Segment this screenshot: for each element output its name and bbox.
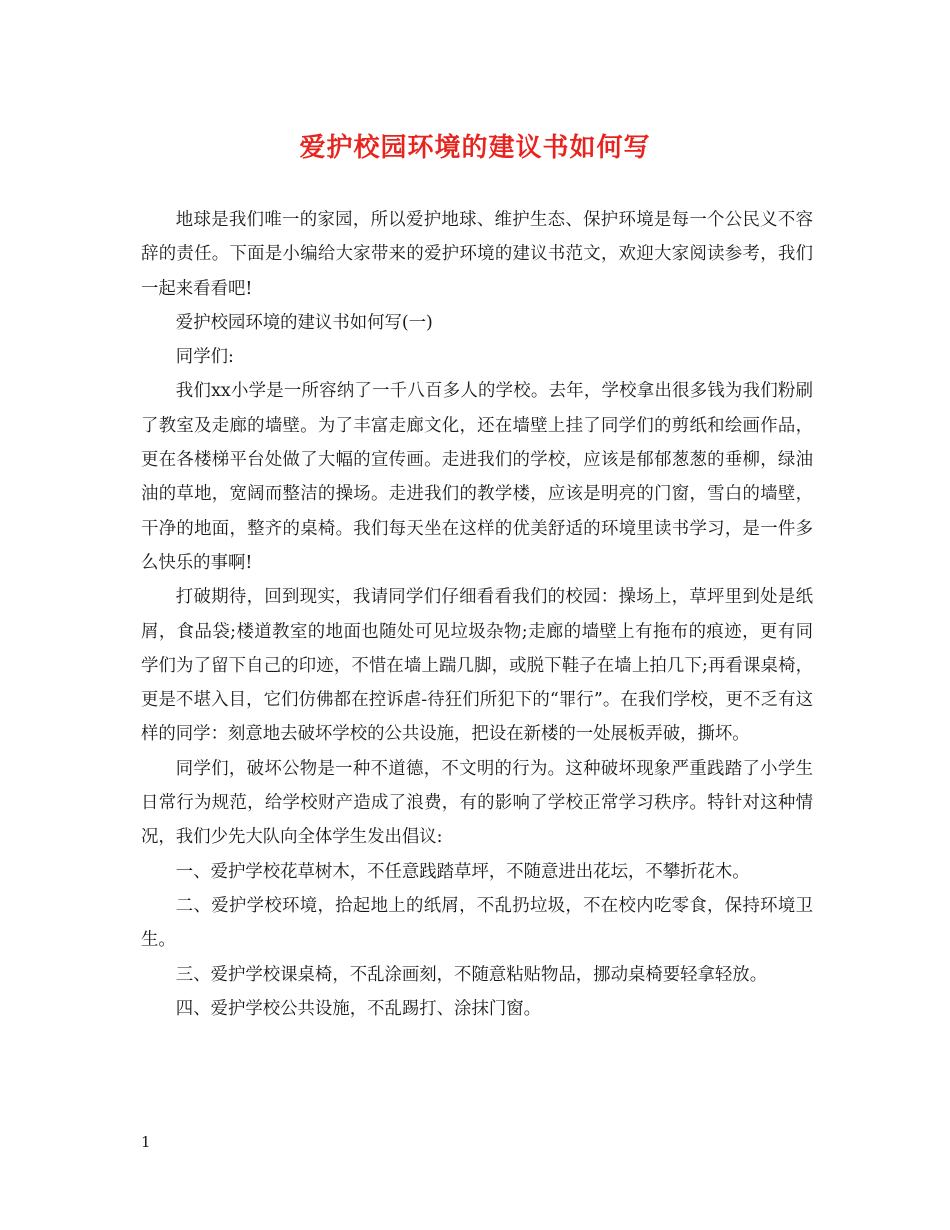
- proposal-item: 四、爱护学校公共设施，不乱踢打、涂抹门窗。: [175, 998, 542, 1019]
- proposal-item: 三、爱护学校课桌椅，不乱涂画刻，不随意粘贴物品，挪动桌椅要轻拿轻放。: [175, 964, 768, 985]
- salutation: 同学们:: [175, 347, 234, 368]
- section-heading: 爱护校园环境的建议书如何写(一): [175, 312, 433, 333]
- proposal-item: 一、爱护学校花草树木，不任意践踏草坪，不随意进出花坛，不攀折花木。: [175, 861, 750, 882]
- intro-paragraph: 地球是我们唯一的家园，所以爱护地球、维护生态、保护环境是每一个公民义不容辞的责任。下面是小编给大家带来的爱护环境的建议书范文，欢迎大家阅读参考，我们一起来看看吧!: [141, 210, 813, 299]
- document-title: 爱护校园环境的建议书如何写: [299, 133, 651, 163]
- body-paragraph: 同学们，破坏公物是一种不道德，不文明的行为。这种破坏现象严重践踏了小学生日常行为规范，给学校财产造成了浪费，有的影响了学校正常学习秩序。特针对这种情况，我们少先大队向全体学生发出倡议:: [141, 758, 813, 848]
- body-paragraph: 打破期待，回到现实，我请同学们仔细看看我们的校园：操场上，草坪里到处是纸屑，食品袋;楼道教室的地面也随处可见垃圾杂物;走廊的墙壁上有拖布的痕迹，更有同学们为了留下自己的印迹，不惜在墙上踹几脚，或脱下鞋子在墙上拍几下;再看课桌椅，更是不堪入目，它们仿佛都在控诉虐-待狂们所犯下的“罪行”。在我们学校，更不乏有这样的同学：刻意地去破坏学校的公共设施，把设在新楼的一处展板弄破，撕坏。: [141, 587, 813, 745]
- proposal-item: 二、爱护学校环境，拾起地上的纸屑，不乱扔垃圾，不在校内吃零食，保持环境卫生。: [141, 895, 813, 951]
- body-paragraph: 我们xx小学是一所容纳了一千八百多人的学校。去年，学校拿出很多钱为我们粉刷了教室及走廊的墙壁。为了丰富走廊文化，还在墙壁上挂了同学们的剪纸和绘画作品，更在各楼梯平台处做了大幅的宣传画。走进我们的学校，应该是郁郁葱葱的垂柳，绿油油的草地，宽阔而整洁的操场。走进我们的教学楼，应该是明亮的门窗，雪白的墙壁，干净的地面，整齐的桌椅。我们每天坐在这样的优美舒适的环境里读书学习，是一件多么快乐的事啊!: [141, 381, 813, 573]
- document-body: [141, 203, 813, 1026]
- page-number: 1: [141, 1133, 151, 1151]
